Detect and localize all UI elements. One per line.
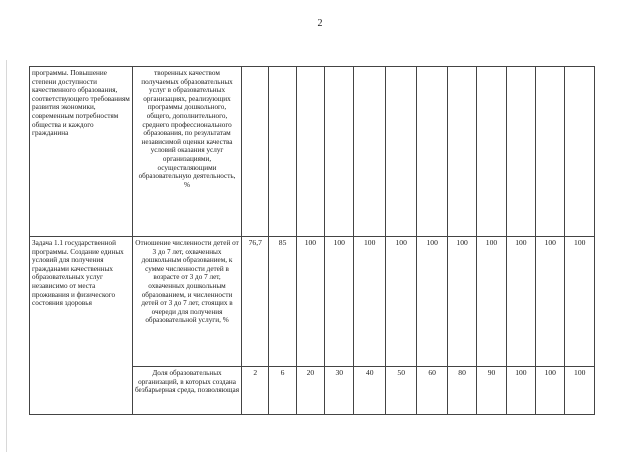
value-cell: 6 [269, 367, 296, 415]
value-cell [447, 67, 476, 237]
value-cell: 100 [385, 237, 417, 367]
value-cell: 100 [296, 237, 324, 367]
value-cell: 100 [536, 237, 565, 367]
value-cell [325, 67, 354, 237]
value-cell: 100 [477, 237, 506, 367]
value-cell [354, 67, 386, 237]
value-cell: 2 [242, 367, 269, 415]
value-cell: 100 [417, 237, 447, 367]
value-cell: 100 [565, 237, 595, 367]
value-cell [417, 67, 447, 237]
value-cell: 100 [506, 367, 535, 415]
scan-edge-line [6, 60, 7, 452]
value-cell [477, 67, 506, 237]
indicators-table [29, 66, 595, 415]
value-cell: 100 [536, 367, 565, 415]
value-cell [565, 67, 595, 237]
value-cell: 100 [447, 237, 476, 367]
value-cell [385, 67, 417, 237]
value-cell: 20 [296, 367, 324, 415]
value-cell: 76,7 [242, 237, 269, 367]
value-cell: 80 [447, 367, 476, 415]
value-cell: 50 [385, 367, 417, 415]
value-cell [242, 67, 269, 237]
goal-cell: Задача 1.1 государственной программы. Создание единых условий для получения гражданами качественных образовательных услуг независимо от места проживания и физического состояния здоровья [30, 237, 133, 415]
indicator-cell: творенных качеством получаемых образовательных услуг в образовательных организациях, реализующих программы дошкольного, общего, дополнительного, среднего профессионального образования, по результатам независимой оценки качества условий оказания услуг организациями, осуществляющими образовательную деятельность, % [132, 67, 241, 237]
table-row [30, 67, 595, 237]
goal-cell: программы. Повышение степени доступности качественного образования, соответствующего требованиям развития экономики, современным потребностям общества и каждого гражданина [30, 67, 133, 237]
value-cell: 30 [325, 367, 354, 415]
value-cell: 100 [325, 237, 354, 367]
indicator-cell: Отношение численности детей от 3 до 7 лет, охваченных дошкольным образованием, к сумме численности детей в возрасте от 3 до 7 лет, охваченных дошкольным образованием, и численности детей от 3 до 7 лет, стоящих в очереди для получения образовательной услуги, % [132, 237, 241, 367]
value-cell: 100 [506, 237, 535, 367]
value-cell [269, 67, 296, 237]
value-cell: 100 [565, 367, 595, 415]
value-cell: 100 [354, 237, 386, 367]
value-cell: 85 [269, 237, 296, 367]
indicator-cell: Доля образовательных организаций, в которых создана безбарьерная среда, позволяющая [132, 367, 241, 415]
value-cell: 60 [417, 367, 447, 415]
value-cell [296, 67, 324, 237]
value-cell [536, 67, 565, 237]
value-cell [506, 67, 535, 237]
page-number: 2 [317, 18, 323, 29]
table-row [30, 237, 595, 367]
value-cell: 40 [354, 367, 386, 415]
value-cell: 90 [477, 367, 506, 415]
